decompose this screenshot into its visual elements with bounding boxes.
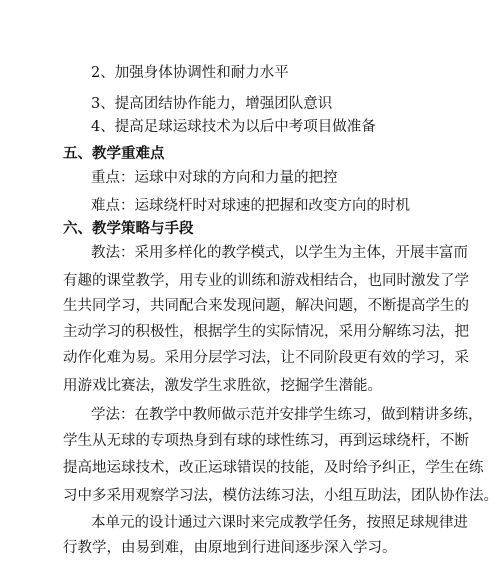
objective-4: 4、提高足球运球技术为以后中考项目做准备 [91,119,376,135]
objective-3: 3、提高团结协作能力，增强团队意识 [91,96,333,112]
teaching-method-line: 动作化难为易。采用分层学习法，让不同阶段更有效的学习，采 [63,350,469,366]
objective-2: 2、加强身体协调性和耐力水平 [91,65,289,81]
difficulty-point: 难点：运球绕杆时对球速的把握和改变方向的时机 [91,198,410,214]
teaching-method-line: 有趣的课堂教学，用专业的训练和游戏相结合，也同时激发了学 [63,273,469,289]
unit-design-line: 行教学，由易到难，由原地到行进间逐步深入学习。 [63,540,397,556]
learning-method-line: 习中多采用观察学习法，模仿法练习法，小组互助法，团队协作法。 [63,488,498,504]
section-5-heading: 五、教学重难点 [63,145,165,162]
teaching-method-line: 主动学习的积极性，根据学生的实际情况，采用分解练习法，把 [63,324,469,340]
learning-method-line: 提高地运球技术，改正运球错误的技能，及时给予纠正，学生在练 [63,460,484,476]
section-6-heading: 六、教学策略与手段 [63,220,194,237]
key-point: 重点：运球中对球的方向和力量的把控 [91,170,338,186]
teaching-method-line: 用游戏比赛法，激发学生求胜欲，挖掘学生潜能。 [63,378,382,394]
teaching-method-line: 生共同学习，共同配合来发现问题，解决问题，不断提高学生的 [63,298,469,314]
learning-method-line: 学生从无球的专项热身到有球的球性练习，再到运球绕杆，不断 [63,433,469,449]
unit-design-line: 本单元的设计通过六课时来完成教学任务，按照足球规律进 [91,515,468,531]
learning-method-line: 学法：在教学中教师做示范并安排学生练习，做到精讲多练， [91,407,483,423]
teaching-method-line: 教法：采用多样化的教学模式，以学生为主体，开展丰富而 [91,245,468,261]
